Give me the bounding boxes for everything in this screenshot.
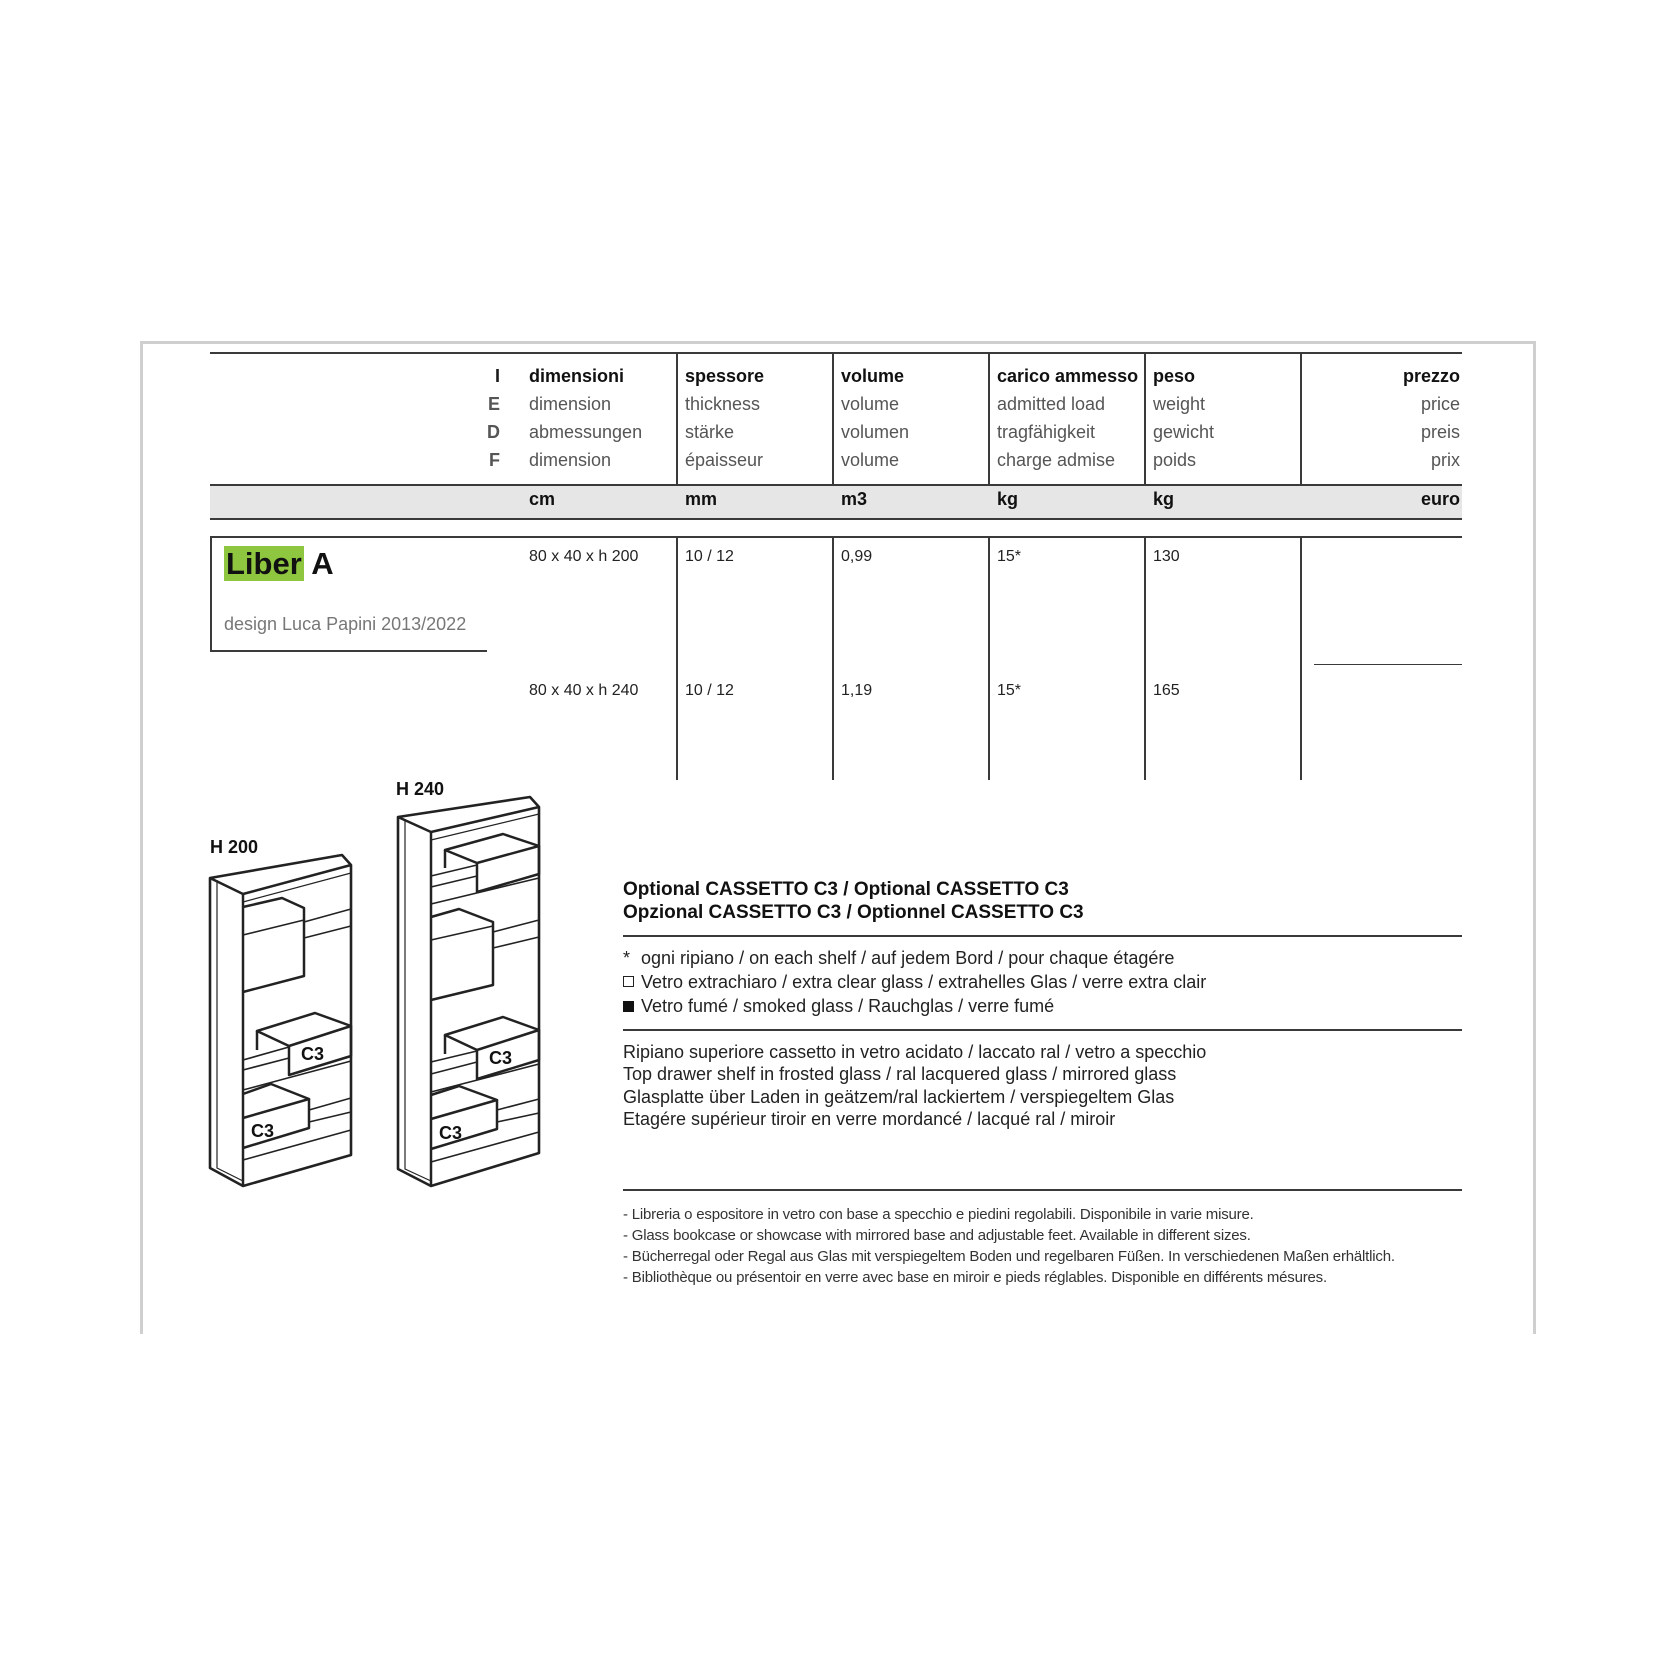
lang-code: I bbox=[494, 366, 500, 386]
note-extra-clear bbox=[623, 972, 1206, 993]
row1-weight: 130 bbox=[1153, 548, 1180, 565]
lang-code: F bbox=[489, 450, 500, 470]
col-header-line: thickness bbox=[685, 394, 761, 414]
price-divider bbox=[1314, 664, 1462, 665]
col-header-line: épaisseur bbox=[685, 450, 764, 470]
product-title-suffix: A bbox=[303, 546, 334, 581]
units-band bbox=[210, 484, 1462, 520]
optional-line-2: Opzional CASSETTO C3 / Optionnel CASSETTO C3 bbox=[623, 902, 1084, 923]
unit-weight: kg bbox=[1153, 489, 1175, 509]
row1-volume: 0,99 bbox=[841, 548, 873, 565]
notes-top-rule bbox=[623, 935, 1462, 937]
col-header-line: tragfähigkeit bbox=[997, 422, 1096, 442]
col-header-line: gewicht bbox=[1153, 422, 1215, 442]
product-title bbox=[224, 546, 334, 582]
col-separator bbox=[676, 536, 678, 780]
unit-volume: m3 bbox=[841, 489, 868, 509]
col-header-line: prix bbox=[1430, 450, 1460, 470]
note-load bbox=[623, 948, 1174, 969]
shelf-desc-fr: Etagére supérieur tiroir en verre mordancé / lacqué ral / miroir bbox=[623, 1109, 1116, 1129]
col-header-line: carico ammesso bbox=[997, 366, 1139, 386]
col-header-line: charge admise bbox=[997, 450, 1116, 470]
col-header-thickness bbox=[685, 362, 764, 474]
col-header-line: volume bbox=[841, 394, 900, 414]
col-separator bbox=[1144, 352, 1146, 484]
product-title-box bbox=[210, 536, 487, 652]
row2-thickness: 10 / 12 bbox=[685, 682, 734, 699]
lang-code: E bbox=[487, 394, 500, 414]
row2-load: 15* bbox=[997, 682, 1022, 699]
row1-dimension: 80 x 40 x h 200 bbox=[529, 548, 639, 565]
col-header-line: weight bbox=[1153, 394, 1206, 414]
col-header-line: dimension bbox=[529, 394, 612, 414]
note-symbol: * bbox=[623, 948, 631, 968]
col-header-line: dimension bbox=[529, 450, 612, 470]
shelf-desc-en: Top drawer shelf in frosted glass / ral lacquered glass / mirrored glass bbox=[623, 1064, 1177, 1084]
col-header-line: spessore bbox=[685, 366, 765, 386]
col-header-load bbox=[997, 362, 1138, 474]
unit-price: euro bbox=[1420, 489, 1460, 509]
col-header-line: volume bbox=[841, 450, 900, 470]
col-header-volume bbox=[841, 362, 909, 474]
col-separator bbox=[988, 352, 990, 484]
unit-load: kg bbox=[997, 489, 1019, 509]
col-separator bbox=[1300, 352, 1302, 484]
figure-label-h200: H 200 bbox=[210, 837, 259, 857]
col-header-line: prezzo bbox=[1402, 366, 1460, 386]
col-header-line: price bbox=[1420, 394, 1460, 414]
shelf-desc-it: Ripiano superiore cassetto in vetro acidato / laccato ral / vetro a specchio bbox=[623, 1042, 1207, 1062]
col-header-line: volumen bbox=[841, 422, 910, 442]
language-codes bbox=[470, 362, 500, 474]
row1-load: 15* bbox=[997, 548, 1022, 565]
bookcase-h240-drawing bbox=[393, 792, 553, 1195]
col-header-weight bbox=[1153, 362, 1214, 474]
col-header-dimension bbox=[529, 362, 642, 474]
col-separator bbox=[1144, 536, 1146, 780]
note-text: Vetro extrachiaro / extra clear glass / extrahelles Glas / verre extra clair bbox=[641, 972, 1207, 992]
drawer-label: C3 bbox=[489, 1048, 513, 1068]
col-header-line: admitted load bbox=[997, 394, 1106, 414]
col-separator bbox=[832, 536, 834, 780]
footnotes-rule bbox=[623, 1189, 1462, 1191]
bookcase-h200-drawing bbox=[205, 850, 365, 1195]
drawer-label: C3 bbox=[301, 1044, 325, 1064]
col-header-line: stärke bbox=[685, 422, 735, 442]
col-separator bbox=[1300, 536, 1302, 780]
row1-thickness: 10 / 12 bbox=[685, 548, 734, 565]
col-separator bbox=[832, 352, 834, 484]
col-header-line: poids bbox=[1153, 450, 1197, 470]
product-designer: design Luca Papini 2013/2022 bbox=[224, 614, 467, 634]
col-header-line: dimensioni bbox=[529, 366, 625, 386]
col-separator bbox=[988, 536, 990, 780]
row2-volume: 1,19 bbox=[841, 682, 873, 699]
note-smoked bbox=[623, 996, 1054, 1017]
footnote-it: - Libreria o espositore in vetro con base a specchio e piedini regolabili. Disponibile in varie misure. bbox=[623, 1206, 1254, 1223]
empty-square-icon bbox=[623, 976, 634, 987]
footnote-de: - Bücherregal oder Regal aus Glas mit verspiegeltem Boden und regelbaren Füßen. In verschiedenen Maßen erhältlich. bbox=[623, 1248, 1395, 1265]
col-header-line: volume bbox=[841, 366, 905, 386]
drawer-label: C3 bbox=[439, 1123, 463, 1143]
optional-line-1: Optional CASSETTO C3 / Optional CASSETTO C3 bbox=[623, 879, 1069, 900]
note-text: ogni ripiano / on each shelf / auf jedem Bord / pour chaque étagére bbox=[641, 948, 1175, 968]
drawer-label: C3 bbox=[251, 1121, 275, 1141]
row2-dimension: 80 x 40 x h 240 bbox=[529, 682, 639, 699]
notes-bottom-rule bbox=[623, 1029, 1462, 1031]
col-header-line: preis bbox=[1420, 422, 1460, 442]
product-title-highlight: Liber bbox=[226, 546, 302, 581]
col-header-price bbox=[1310, 362, 1460, 474]
row2-weight: 165 bbox=[1153, 682, 1180, 699]
col-header-line: abmessungen bbox=[529, 422, 643, 442]
unit-thickness: mm bbox=[685, 489, 718, 509]
col-separator bbox=[676, 352, 678, 484]
footnote-fr: - Bibliothèque ou présentoir en verre avec base en miroir e pieds réglables. Disponible en différents mésures. bbox=[623, 1269, 1327, 1286]
note-text: Vetro fumé / smoked glass / Rauchglas / verre fumé bbox=[641, 996, 1055, 1016]
filled-square-icon bbox=[623, 1001, 634, 1012]
unit-dimension: cm bbox=[529, 489, 556, 509]
footnote-en: - Glass bookcase or showcase with mirrored base and adjustable feet. Available in different sizes. bbox=[623, 1227, 1251, 1244]
shelf-desc-de: Glasplatte über Laden in geätzem/ral lackiertem / verspiegeltem Glas bbox=[623, 1087, 1175, 1107]
lang-code: D bbox=[487, 422, 500, 442]
figure-label-h240: H 240 bbox=[396, 779, 445, 799]
table-top-rule bbox=[210, 352, 1462, 354]
col-header-line: peso bbox=[1153, 366, 1196, 386]
